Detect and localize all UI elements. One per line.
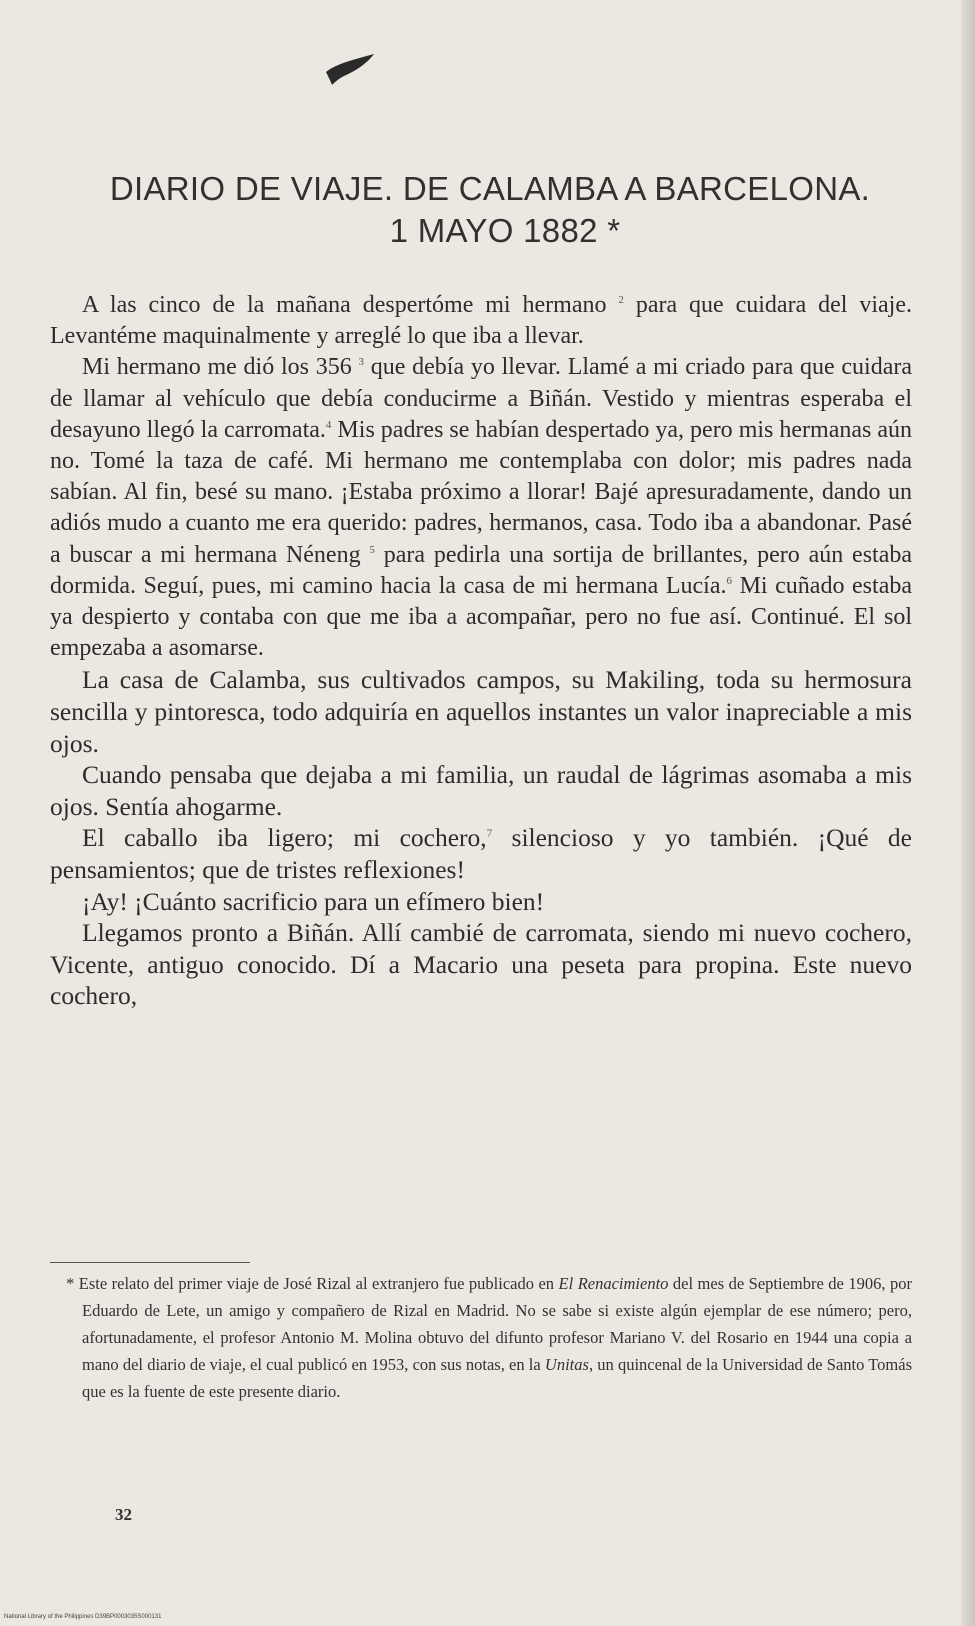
p2-text-4: para pedirla una sortija de brillantes, pero aún estaba dormida. Seguí, pues, mi camino hacia la casa de mi hermana Lucía. <box>50 541 913 599</box>
p1-text-2: para que cuidara del viaje. Levantéme maquinalmente y arreglé lo que iba a llevar. <box>50 292 913 350</box>
paragraph-4: Cuando pensaba que dejaba a mi familia, un raudal de lágrimas asomaba a mis ojos. Sentía ahogarme. <box>50 760 912 821</box>
footnote-text-1: Este relato del primer viaje de José Rizal al extranjero fue publicado en <box>74 1274 559 1293</box>
footnote-ref-2: 2 <box>618 294 624 306</box>
footnote-ref-7: 7 <box>486 827 493 840</box>
footnote-title-renacimiento: El Renacimiento <box>558 1274 669 1293</box>
footnote <box>50 1270 912 1405</box>
footnote-paragraph <box>50 1270 912 1405</box>
footnote-ref-6: 6 <box>726 574 732 587</box>
page-edge-shadow <box>961 0 975 1626</box>
footnote-title-unitas: Unitas <box>544 1355 589 1374</box>
paragraph-3: La casa de Calamba, sus cultivados campos, su Makiling, toda su hermosura sencilla y pintoresca, todo adquiría en aquellos instantes un valor inapreciable a mis ojos. <box>50 665 912 758</box>
paragraph-5 <box>50 822 912 885</box>
paragraph-1 <box>50 290 912 352</box>
body-text <box>50 290 912 1012</box>
paragraph-7: Llegamos pronto a Biñán. Allí cambié de carromata, siendo mi nuevo cochero, Vicente, antiguo conocido. Dí a Macario una peseta para propina. Este nuevo cochero, <box>50 918 912 1011</box>
footnote-text-3: , un quincenal de la Universidad de Santo Tomás que es la fuente de este presente diario. <box>82 1355 912 1401</box>
footnote-ref-4: 4 <box>325 418 332 431</box>
title-line-2: 1 MAYO 1882 * <box>389 212 621 249</box>
p1-text-1: A las cinco de la mañana despertóme mi hermano <box>82 292 607 318</box>
p2-text-2: que debía yo llevar. Llamé a mi criado para que cuidara de llamar al vehículo que debía conducirme a Biñán. Vestido y mientras esperaba el desayuno llegó la carromata. <box>50 354 913 443</box>
page-title <box>40 168 940 252</box>
footnote-divider <box>50 1262 250 1263</box>
title-line-1: DIARIO DE VIAJE. DE CALAMBA A BARCELONA. <box>109 170 871 207</box>
p2-text-5: Mi cuñado estaba ya despierto y contaba con que me iba a acompañar, pero no fue así. Continué. El sol empezaba a asomarse. <box>50 572 912 662</box>
footnote-text-2: del mes de Septiembre de 1906, por Eduardo de Lete, un amigo y compañero de Rizal en Madrid. No se sabe si existe algún ejemplar de ese número; pero, afortunadamente, el profesor Antonio M. Molina obtuvo del difunto profesor Mariano V. del Rosario en 1944 una copia a mano del diario de viaje, el cual publicó en 1953, con sus notas, en la <box>82 1274 912 1374</box>
footnote-ref-3: 3 <box>358 356 364 369</box>
ink-mark <box>322 52 378 86</box>
page-number: 32 <box>115 1505 132 1524</box>
footnote-ref-5: 5 <box>369 543 375 556</box>
p2-text-1: Mi hermano me dió los 356 <box>82 354 352 381</box>
p5-text-1: El caballo iba ligero; mi cochero, <box>82 823 487 853</box>
paragraph-6: ¡Ay! ¡Cuánto sacrificio para un efímero bien! <box>82 886 545 916</box>
footnote-mark: * <box>66 1274 75 1293</box>
paragraph-2 <box>50 352 912 664</box>
scan-credit: National Library of the Philippines D39BP0003035S000131 <box>4 1614 162 1620</box>
p2-text-3: Mis padres se habían despertado ya, pero mis hermanas aún no. Tomé la taza de café. Mi hermano me contemplaba con dolor; mis padres nada sabían. Al fin, besé su mano. ¡Estaba próximo a llorar! Bajé apresuradamente, dando un adiós mudo a cuanto me era querido: padres, hermanos, casa. Todo iba a abandonar. Pasé a buscar a mi hermana Néneng <box>50 416 912 568</box>
p5-text-2: silencioso y yo también. ¡Qué de pensamientos; que de tristes reflexiones! <box>50 823 913 884</box>
